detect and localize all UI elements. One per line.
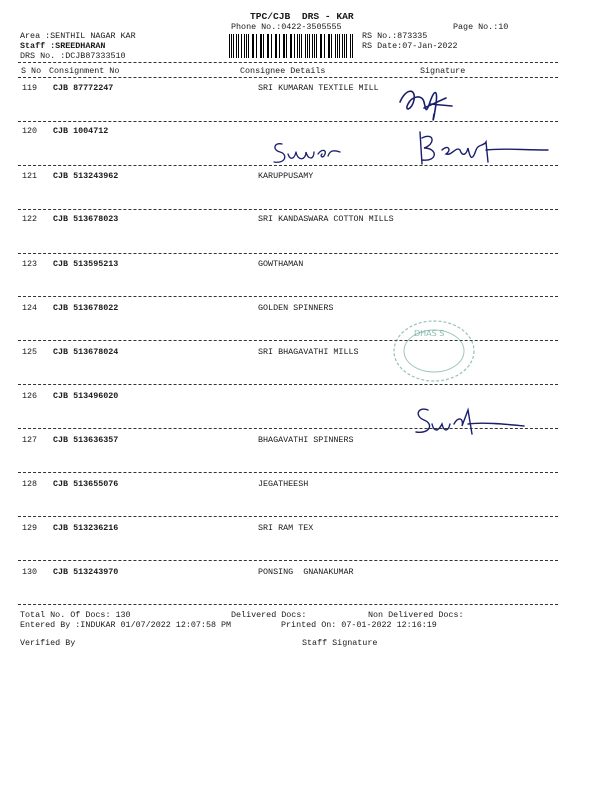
row-consignee: JEGATHEESH — [258, 479, 309, 489]
area-field: Area :SENTHIL NAGAR KAR — [20, 31, 136, 41]
divider — [18, 516, 558, 517]
row-consignment: CJB 513595213 — [53, 259, 119, 269]
divider — [18, 62, 558, 63]
barcode — [229, 34, 354, 58]
row-sno: 124 — [22, 303, 38, 313]
table-row — [0, 303, 600, 315]
drs-number: DRS No. :DCJB87333510 — [20, 51, 126, 61]
divider — [18, 77, 558, 78]
row-sno: 130 — [22, 567, 38, 577]
table-row — [0, 171, 600, 183]
row-consignment: CJB 513678024 — [53, 347, 119, 357]
handwritten-signature — [266, 138, 346, 168]
row-consignee: GOLDEN SPINNERS — [258, 303, 334, 313]
entered-by: Entered By :INDUKAR 01/07/2022 12:07:58 PM — [20, 620, 232, 630]
stamp-text: DHAS S — [414, 329, 445, 338]
table-row — [0, 347, 600, 359]
row-consignee: PONSING GNANAKUMAR — [258, 567, 354, 577]
row-consignment: CJB 513678022 — [53, 303, 119, 313]
staff-field: Staff :SREEDHARAN — [20, 41, 106, 51]
total-docs: Total No. Of Docs: 130 — [20, 610, 131, 620]
table-row — [0, 214, 600, 226]
row-consignment: CJB 513243962 — [53, 171, 119, 181]
phone-number: Phone No.:0422-3505555 — [231, 22, 342, 32]
rs-number: RS No.:873335 — [362, 31, 428, 41]
divider — [18, 472, 558, 473]
divider — [18, 296, 558, 297]
row-consignee: SRI BHAGAVATHI MILLS — [258, 347, 359, 357]
table-row — [0, 567, 600, 579]
row-sno: 121 — [22, 171, 38, 181]
row-sno: 125 — [22, 347, 38, 357]
handwritten-signature — [408, 400, 528, 440]
table-row — [0, 479, 600, 491]
divider — [18, 560, 558, 561]
divider — [18, 121, 558, 122]
delivered-docs: Delivered Docs: — [231, 610, 307, 620]
table-row — [0, 523, 600, 535]
row-sno: 126 — [22, 391, 38, 401]
row-consignee: SRI RAM TEX — [258, 523, 314, 533]
row-consignee: BHAGAVATHI SPINNERS — [258, 435, 354, 445]
row-consignment: CJB 513655076 — [53, 479, 119, 489]
row-consignee: GOWTHAMAN — [258, 259, 304, 269]
divider — [18, 209, 558, 210]
non-delivered-docs: Non Delivered Docs: — [368, 610, 464, 620]
row-consignee: SRI KANDASWARA COTTON MILLS — [258, 214, 394, 224]
verified-by: Verified By — [20, 638, 76, 648]
row-consignment: CJB 87772247 — [53, 83, 114, 93]
row-sno: 119 — [22, 83, 38, 93]
row-consignment: CJB 513636357 — [53, 435, 119, 445]
divider — [18, 604, 558, 605]
row-consignment: CJB 513496020 — [53, 391, 119, 401]
row-consignment: CJB 1004712 — [53, 126, 109, 136]
row-sno: 128 — [22, 479, 38, 489]
row-consignment: CJB 513243970 — [53, 567, 119, 577]
divider — [18, 253, 558, 254]
col-header-consignment: Consignment No — [49, 66, 120, 76]
rubber-stamp — [390, 318, 478, 384]
rs-date: RS Date:07-Jan-2022 — [362, 41, 458, 51]
divider — [18, 384, 558, 385]
row-consignee: SRI KUMARAN TEXTILE MILL — [258, 83, 379, 93]
table-row — [0, 259, 600, 271]
col-header-signature: Signature — [420, 66, 466, 76]
staff-signature-label: Staff Signature — [302, 638, 378, 648]
col-header-consignee: Consignee Details — [240, 66, 326, 76]
row-sno: 123 — [22, 259, 38, 269]
col-header-sno: S No — [21, 66, 42, 76]
handwritten-signature — [412, 128, 552, 168]
row-consignee: KARUPPUSAMY — [258, 171, 314, 181]
row-sno: 120 — [22, 126, 38, 136]
sheet-title: TPC/CJB DRS - KAR — [250, 11, 354, 22]
row-sno: 122 — [22, 214, 38, 224]
row-consignment: CJB 513678023 — [53, 214, 119, 224]
table-row — [0, 83, 600, 95]
row-consignment: CJB 513236216 — [53, 523, 119, 533]
row-sno: 127 — [22, 435, 38, 445]
printed-on: Printed On: 07-01-2022 12:16:19 — [281, 620, 437, 630]
handwritten-signature — [396, 84, 456, 128]
page-number: Page No.:10 — [453, 22, 509, 32]
row-sno: 129 — [22, 523, 38, 533]
